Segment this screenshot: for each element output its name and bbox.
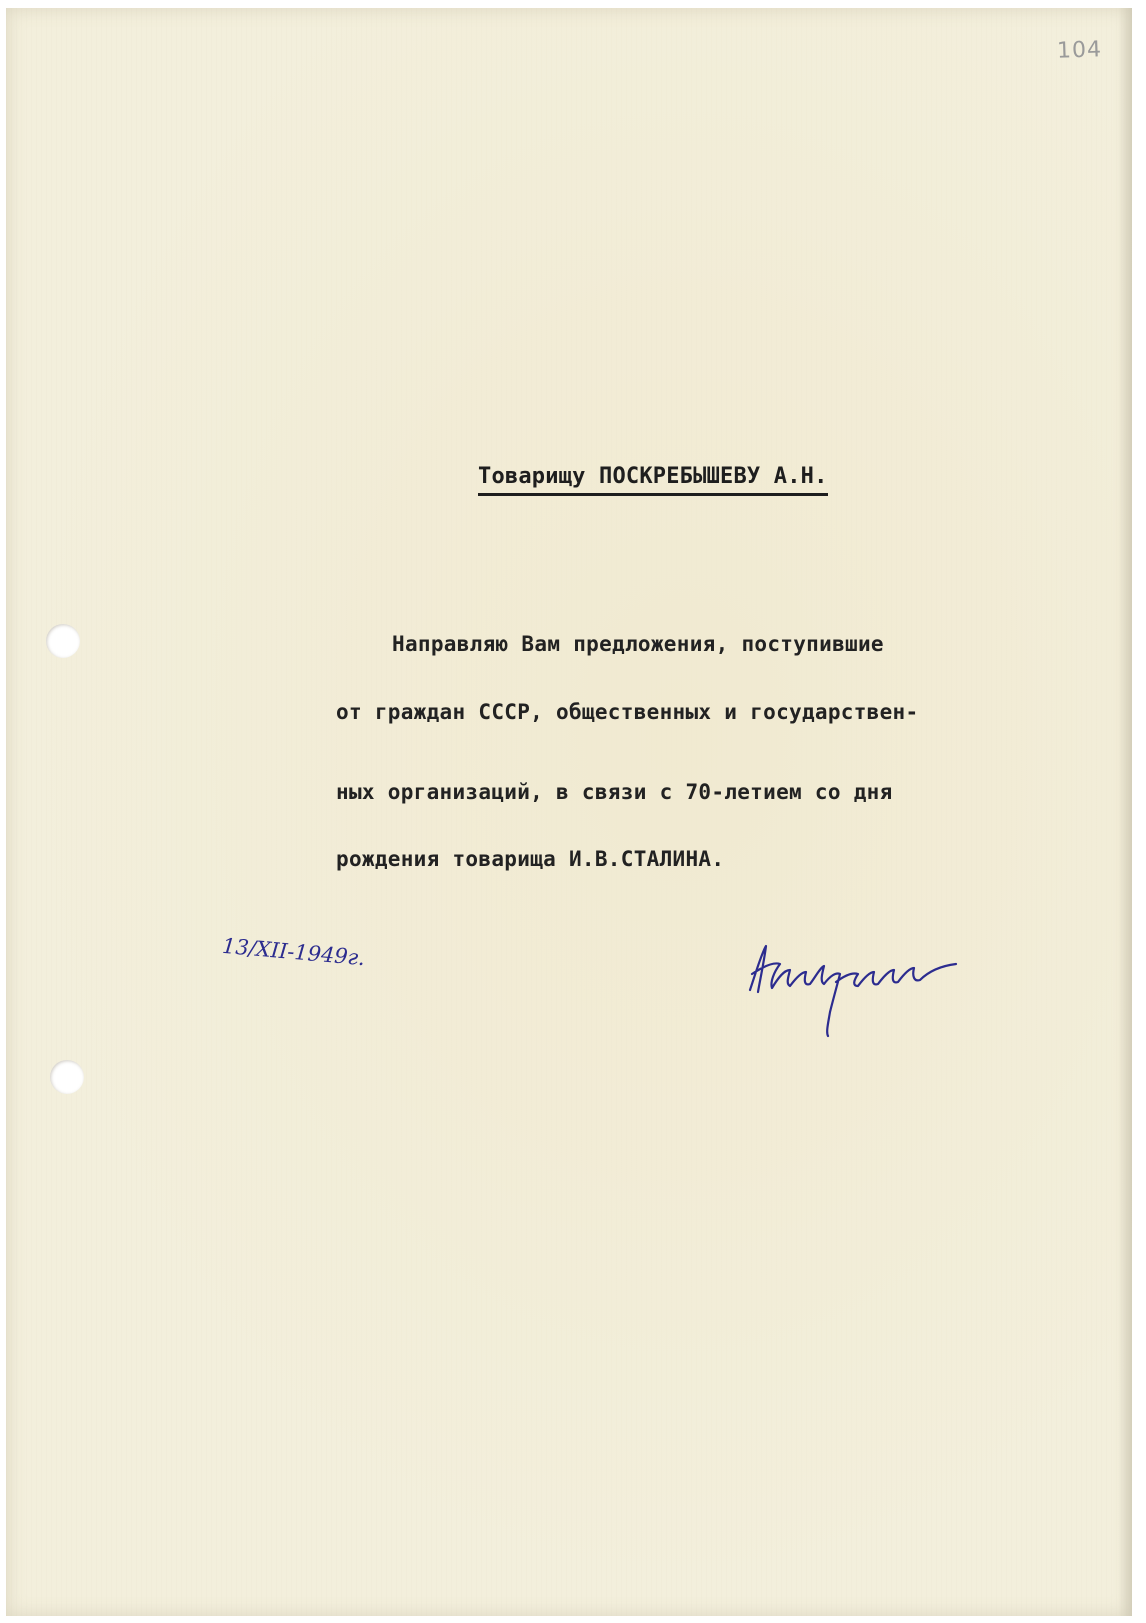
body-line: рождения товарища И.В.СТАЛИНА. (336, 847, 725, 871)
body-line: Направляю Вам предложения, поступившие (392, 632, 884, 656)
page-edge-shadow (1118, 8, 1132, 1616)
folio-number: 104 (1056, 37, 1103, 64)
punch-hole-icon (46, 624, 80, 658)
punch-hole-icon (50, 1060, 84, 1094)
body-line: от граждан СССР, общественных и государствен- (336, 700, 919, 724)
handwritten-signature-icon (744, 932, 974, 1042)
document-page (6, 8, 1132, 1616)
addressee-heading: Товарищу ПОСКРЕБЫШЕВУ А.Н. (478, 464, 828, 496)
body-line: ных организаций, в связи с 70-летием со дня (336, 780, 893, 804)
handwritten-date: 13/XII-1949г. (221, 933, 366, 971)
